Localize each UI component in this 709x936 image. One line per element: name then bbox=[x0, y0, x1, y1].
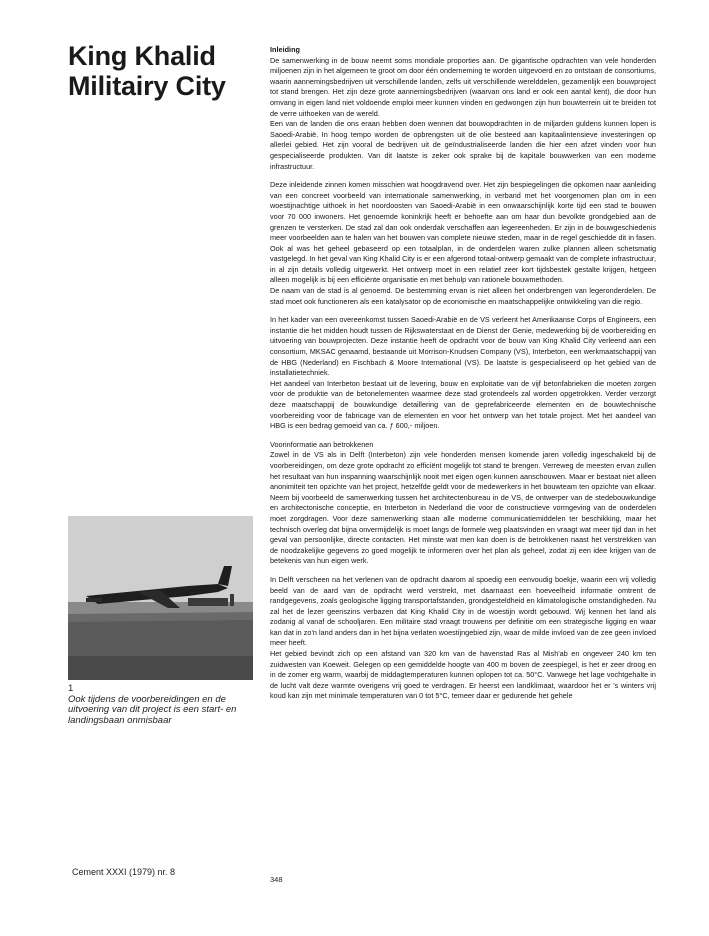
section-delft bbox=[270, 575, 656, 702]
paragraph: De samenwerking in de bouw neemt soms mondiale proporties aan. De gigantische opdrachten van vele honderden miljoenen zijn in het algemeen te groot om door één onderneming te worden uitgevoerd en zo ontstaan de consortiums, waarin aannemingsbedrijven uit verschillende landen, zelfs uit verschillende werelddelen, gezamenlijk een bouwproject tot stand brengen. Het zijn deze grote aannemingsbedrijven (waarvan ons land er ook een aantal kent), die door hun omvang in eigen land niet voldoende emploi meer kunnen vinden en gedwongen zijn hun bouwterrein uit te breiden tot de verre uithoeken van de wereld. bbox=[270, 55, 656, 118]
figure-photo-airfield bbox=[68, 516, 253, 680]
paragraph: Een van de landen die ons eraan hebben doen wennen dat bouwopdrachten in de miljarden guldens kunnen lopen is Saoedi-Arabië. In hoog tempo worden de opbrengsten uit de olie besteed aan kapitaalintensieve investeringen op allerlei gebied. Het zijn vooral de bedrijven uit de geïndustrialiseerde landen die hier een afzet vinden voor hun gespecialiseerde produkten. Van dit laatste is zeker ook sprake bij de kapitale bouwwerken van een moderne infrastructuur. bbox=[270, 119, 656, 171]
section-intro bbox=[270, 45, 656, 172]
paragraph: In Delft verscheen na het verlenen van de opdracht daarom al spoedig een eenvoudig boekje, waarin een vrij volledig beeld van de aard van de opdracht werd verstrekt, met daarnaast een hoeveelheid informatie omtrent de randgegevens, zoals geologische ligging transportafstanden, grondgesteldheid en klimatologische omstandigheden. Nu zal het de lezer geenszins verbazen dat King Khalid City in de woestijn wordt gebouwd. Wij kennen het land als zodanig al vanaf de schooljaren. Een militaire stad vraagt trouwens per definitie om een strategische ligging en waar kan dat in zo'n land anders dan in het bijna verlaten woestijngebied zijn, waar de milde invloed van de zee geen invloed meer heeft. bbox=[270, 574, 656, 648]
title-line-2: Militairy City bbox=[68, 71, 226, 101]
paragraph: De naam van de stad is al genoemd. De bestemming ervan is niet alleen het onderbrengen van legeronderdelen. De stad moet ook functioneren als een katalysator op de economische en maatschappelijke ontwikkeling van die regio. bbox=[270, 286, 656, 306]
paragraph: In het kader van een overeenkomst tussen Saoedi-Arabië en de VS verleent het Amerikaanse Corps of Engineers, een instantie die het midden houdt tussen de Rijkswaterstaat en de Dienst der Genie, medewerking bij de voorbereiding en uitvoering van bouwprojecten. Deze instantie heeft de opdracht voor de bouw van King Khalid City verleend aan een consortium, MKSAC genaamd, bestaande uit Morrison-Knudsen Company (VS), Interbeton, een werkmaatschappij van de HBG (Nederland) en Fischbach & Moore International (VS). De laatste is gespecialiseerd op het gebied van de installatietechniek. bbox=[270, 315, 656, 378]
paragraph: Deze inleidende zinnen komen misschien wat hoogdravend over. Het zijn bespiegelingen die opkomen naar aanleiding van een concreet voorbeeld van internationale samenwerking, in verband met het voorgenomen plan om in een woestijnachtige uithoek in het noordoosten van Saoedi-Arabië in een onwaarschijnlijk korte tijd een stad te bouwen voor 70 000 inwoners. Het genoemde koninkrijk heeft er behoefte aan om haar dun bevolkte grondgebied aan de grenzen te versterken. De stad zal dan ook onderdak verschaffen aan legereenheden. Er zijn in de bouwgeschiedenis meer voorbeelden aan te halen van het bouwen van complete nieuwe steden, maar in de regel geschiedde dit in fasen. Ook al was het geheel gebaseerd op een totaalplan, in de onderdelen waren zulke plannen alleen schetsmatig vastgelegd. In het geval van King Khalid City is er een afgerond totaal-ontwerp gemaakt van de complete infrastructuur, in al zijn details volledig uitgewerkt. Het ontwerp moet in een relatief zeer kort tijdsbestek gestalte krijgen, hetgeen alleen mogelijk is bij een efficiënte organisatie en met behulp van rationele bouwmethoden. bbox=[270, 180, 656, 285]
section-consortium bbox=[270, 315, 656, 432]
figure-caption bbox=[68, 684, 258, 726]
section-heading: Inleiding bbox=[270, 45, 300, 54]
paragraph: Het aandeel van Interbeton bestaat uit de levering, bouw en exploitatie van de vijf betonfabrieken die moeten zorgen voor de produktie van de betonelementen waarmee deze stad grotendeels zal worden opgetrokken. Verder verzorgt deze maatschappij de bouwkundige detaillering van de geprefabriceerde elementen en de bouwtechnische voorbereiding voor de fabricage van de elementen en voor het ontwerp van het totale project. Met het aandeel van HBG is een bedrag gemoeid van ca. ƒ 600,- miljoen. bbox=[270, 378, 656, 431]
article-title bbox=[68, 41, 253, 101]
figure-number: 1 bbox=[68, 683, 74, 694]
airplane-on-runway-image bbox=[68, 516, 253, 680]
article-body bbox=[270, 45, 656, 702]
paragraph: Het gebied bevindt zich op een afstand van 320 km van de havenstad Ras al Mish'ab en ongeveer 240 km ten zuidwesten van Koeweit. Gelegen op een gemiddelde hoogte van 400 m boven de zeespiegel, is het er zeer droog en in de zomer erg warm, waarbij de middagtemperaturen kunnen oplopen tot ca. 50°C. Vanwege het lage vochtgehalte in de lucht valt deze warmte overigens vrij goed te verdragen. Er heerst een landklimaat, waardoor het er 's winters vrij koud kan zijn met minimale temperaturen van 0 tot 5°C, temeer daar er gedurende het gehele bbox=[270, 649, 656, 701]
section-context bbox=[270, 180, 656, 307]
page-number: 348 bbox=[270, 875, 283, 884]
subheading: Voorinformatie aan betrokkenen bbox=[270, 439, 374, 449]
figure-caption-text: Ook tijdens de voorbereidingen en de uitvoering van dit project is een start- en landingsbaan onmisbaar bbox=[68, 693, 237, 726]
section-voorinformatie bbox=[270, 440, 656, 567]
paragraph: Zowel in de VS als in Delft (Interbeton) zijn vele honderden mensen komende jaren volledig ingeschakeld bij de voorbereidingen, om deze grote opdracht zo efficiënt mogelijk tot stand te brengen. Verreweg de meesten ervan zullen het resultaat van hun inspanning waarschijnlijk nooit met eigen ogen kunnen aanschouwen. Maar er bestaat niet alleen anonimiteit ten opzichte van het project, hetzelfde geldt voor de medewerkers in het bouwteam ten opzichte van elkaar. Neem bij voorbeeld de samenwerking tussen het architectenbureau in de VS, de ontwerper van de stedebouwkundige en architectonische conceptie, en Interbeton in Nederland die voor de constructieve vormgeving van de onderdelen moet zorgdragen. Voor deze samenwerking staan alle moderne communicatiemiddelen ter beschikking, maar het technisch overleg dat bijna onvermijdelijk is moet langs de formele weg plaatsvinden en vraagt wat meer tijd dan in het geval van persoonlijke, directe contacten. Het minste wat men kan doen is de betrokkenen naast het verstrekken van de noodzakelijke gegevens zo goed mogelijk te informeren over het plan als geheel, zodat zij een idee krijgen van de betekenis van hun eigen werk. bbox=[270, 450, 656, 566]
journal-reference: Cement XXXI (1979) nr. 8 bbox=[72, 867, 176, 877]
title-line-1: King Khalid bbox=[68, 41, 216, 71]
